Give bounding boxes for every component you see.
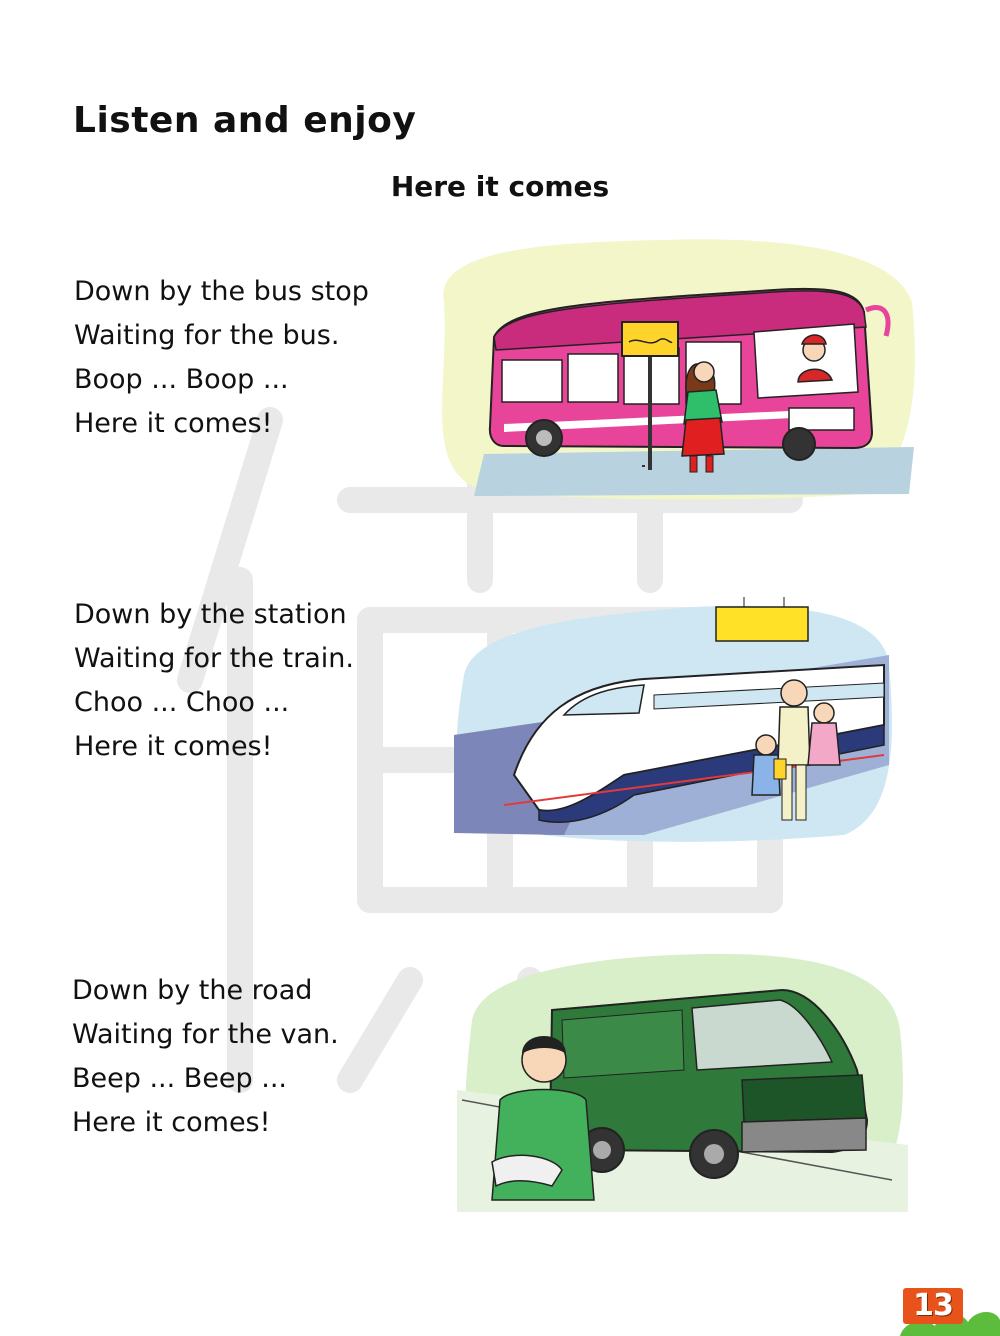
verse-line: Boop ... Boop ... xyxy=(74,364,289,395)
page-number: 13 xyxy=(903,1288,963,1324)
verse-line: Choo ... Choo ... xyxy=(74,687,290,718)
train-station-illustration xyxy=(444,595,894,845)
van-illustration xyxy=(452,950,908,1212)
bus-stop-illustration xyxy=(414,232,920,502)
verse-line: Here it comes! xyxy=(74,408,273,439)
verse-bus xyxy=(74,270,369,446)
verse-line: Down by the bus stop xyxy=(74,276,369,307)
verse-line: Waiting for the bus. xyxy=(74,320,340,351)
verse-line: Waiting for the train. xyxy=(74,643,354,674)
section-heading: Listen and enjoy xyxy=(73,100,417,141)
verse-line: Here it comes! xyxy=(72,1107,271,1138)
poem-title: Here it comes xyxy=(390,170,610,203)
verse-line: Down by the station xyxy=(74,599,347,630)
verse-van xyxy=(72,969,339,1145)
verse-line: Waiting for the van. xyxy=(72,1019,339,1050)
verse-line: Here it comes! xyxy=(74,731,273,762)
verse-train xyxy=(74,593,354,769)
verse-line: Beep ... Beep ... xyxy=(72,1063,288,1094)
verse-line: Down by the road xyxy=(72,975,313,1006)
